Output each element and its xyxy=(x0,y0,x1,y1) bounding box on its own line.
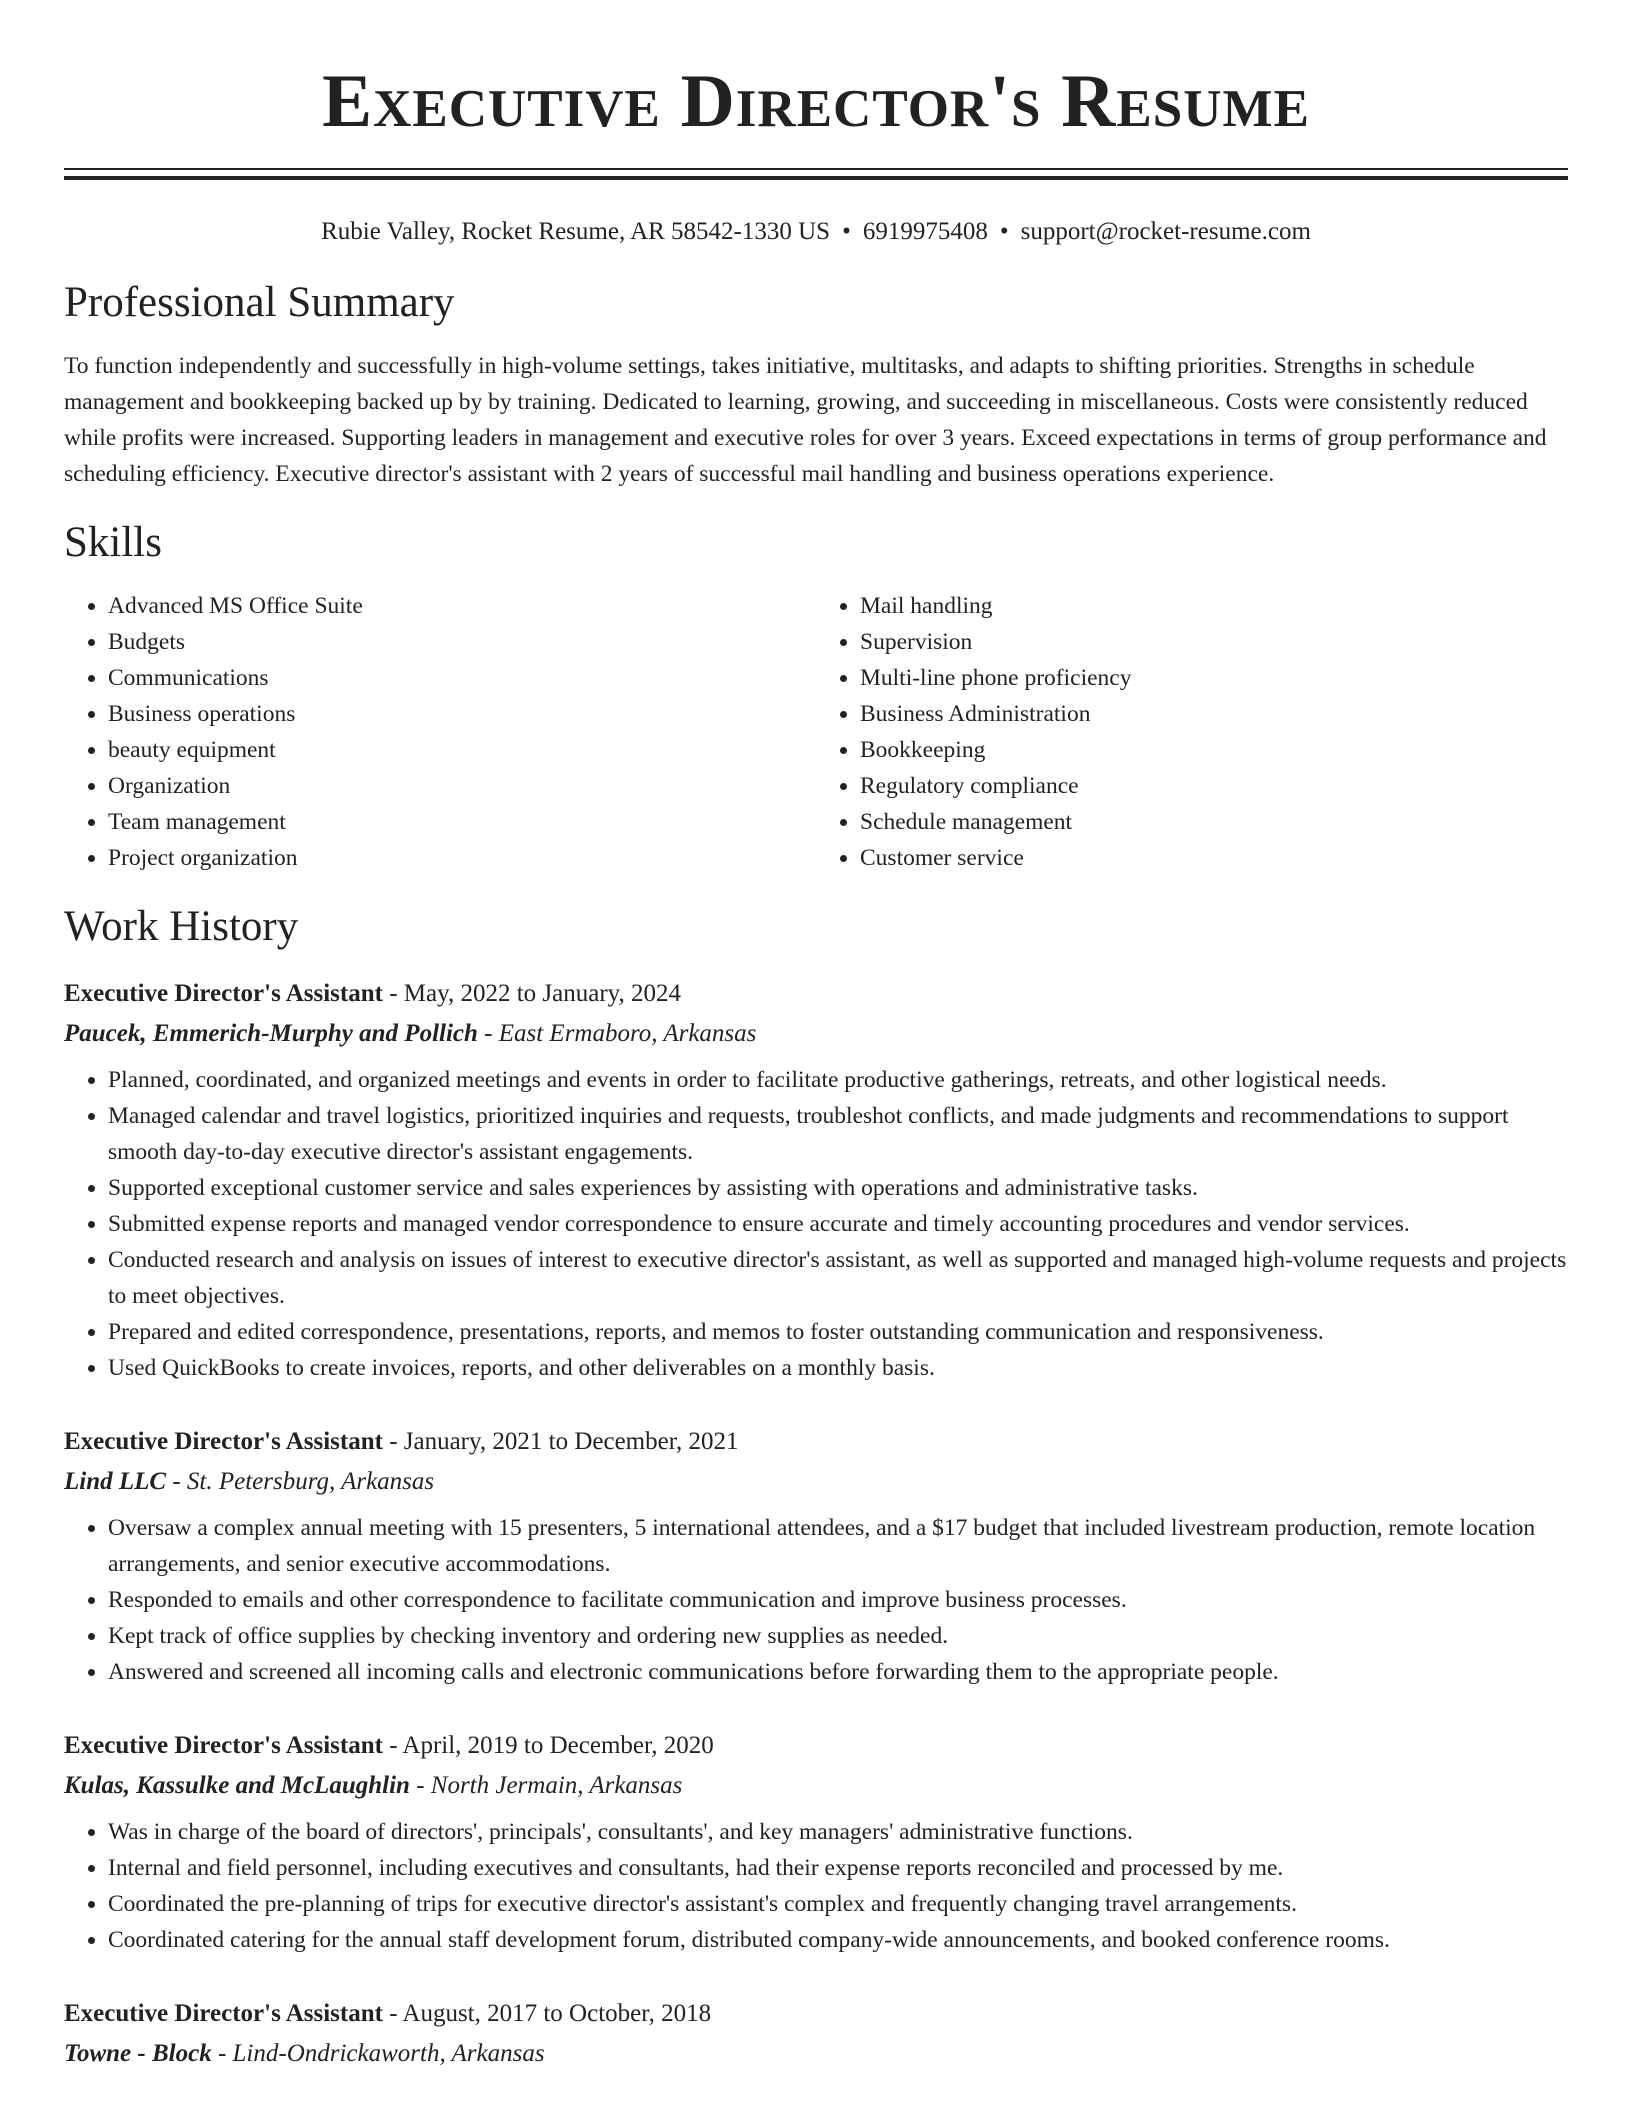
skill-item: • Business Administration xyxy=(860,696,1568,732)
skill-item: • Advanced MS Office Suite xyxy=(108,588,816,624)
job-bullets xyxy=(64,1814,1568,1958)
contact-separator: • xyxy=(842,218,851,245)
skills-column-right xyxy=(816,588,1568,876)
job-entry xyxy=(64,1994,1568,2074)
contact-address: Rubie Valley, Rocket Resume, AR 58542-1330 US xyxy=(321,218,831,245)
job-bullet: • Prepared and edited correspondence, presentations, reports, and memos to foster outstanding communication and responsiveness. xyxy=(108,1314,1568,1350)
job-bullet: • Coordinated catering for the annual staff development forum, distributed company-wide announcements, and booked conference rooms. xyxy=(108,1922,1568,1958)
skill-item: • Communications xyxy=(108,660,816,696)
job-bullet: • Supported exceptional customer service and sales experiences by assisting with operations and administrative tasks. xyxy=(108,1170,1568,1206)
skill-item: • Supervision xyxy=(860,624,1568,660)
contact-separator: • xyxy=(999,218,1009,245)
job-company-line xyxy=(64,2034,1568,2074)
job-title-line xyxy=(64,974,1568,1014)
job-company: Kulas, Kassulke and McLaughlin xyxy=(64,1772,410,1799)
job-title: Executive Director's Assistant xyxy=(64,1428,383,1455)
skill-item: • Team management xyxy=(108,804,816,840)
job-title: Executive Director's Assistant xyxy=(64,980,383,1007)
job-bullets xyxy=(64,1062,1568,1386)
skill-item: • Schedule management xyxy=(860,804,1568,840)
skill-item: • Project organization xyxy=(108,840,816,876)
job-dates: - May, 2022 to January, 2024 xyxy=(382,980,682,1007)
job-company: Lind LLC xyxy=(64,1468,167,1495)
work-history-heading: Work History xyxy=(64,903,299,950)
job-bullet: • Internal and field personnel, including executives and consultants, had their expense reports reconciled and processed by me. xyxy=(108,1850,1568,1886)
contact-phone: 6919975408 xyxy=(862,218,988,245)
job-title-line xyxy=(64,1726,1568,1766)
skill-item: • Mail handling xyxy=(860,588,1568,624)
job-entry xyxy=(64,1726,1568,1958)
job-bullet: • Kept track of office supplies by checking inventory and ordering new supplies as needed. xyxy=(108,1618,1568,1654)
job-bullet: • Responded to emails and other correspondence to facilitate communication and improve business processes. xyxy=(108,1582,1568,1618)
contact-email: support@rocket-resume.com xyxy=(1020,218,1311,245)
title-divider-thin xyxy=(64,168,1568,170)
job-bullet: • Answered and screened all incoming calls and electronic communications before forwarding them to the appropriate people. xyxy=(108,1654,1568,1690)
job-company: Towne - Block xyxy=(64,2040,212,2067)
job-bullets xyxy=(64,1510,1568,1690)
job-bullet: • Submitted expense reports and managed vendor correspondence to ensure accurate and timely accounting procedures and vendor services. xyxy=(108,1206,1568,1242)
job-company-line xyxy=(64,1462,1568,1502)
job-dates: - January, 2021 to December, 2021 xyxy=(382,1428,739,1455)
skill-item: • Business operations xyxy=(108,696,816,732)
skill-item: • Budgets xyxy=(108,624,816,660)
skill-item: • Bookkeeping xyxy=(860,732,1568,768)
job-company-line xyxy=(64,1766,1568,1806)
skills-heading: Skills xyxy=(64,519,162,566)
skills-list xyxy=(64,588,1568,876)
job-bullet: • Coordinated the pre-planning of trips for executive director's assistant's complex and frequently changing travel arrangements. xyxy=(108,1886,1568,1922)
contact-line xyxy=(64,216,1568,248)
job-location: - North Jermain, Arkansas xyxy=(409,1772,683,1799)
job-company-line xyxy=(64,1014,1568,1054)
job-entry xyxy=(64,974,1568,1386)
job-location: - St. Petersburg, Arkansas xyxy=(166,1468,435,1495)
job-bullet: • Was in charge of the board of directors', principals', consultants', and key managers' administrative functions. xyxy=(108,1814,1568,1850)
job-dates: - April, 2019 to December, 2020 xyxy=(382,1732,714,1759)
skills-column-left xyxy=(64,588,816,876)
skill-item: • Regulatory compliance xyxy=(860,768,1568,804)
summary-heading: Professional Summary xyxy=(64,279,455,326)
job-dates: - August, 2017 to October, 2018 xyxy=(382,2000,712,2027)
job-bullet: • Used QuickBooks to create invoices, reports, and other deliverables on a monthly basis. xyxy=(108,1350,1568,1386)
job-bullet: • Oversaw a complex annual meeting with 15 presenters, 5 international attendees, and a $17 budget that included livestream production, remote location arrangements, and senior executive accommodations. xyxy=(108,1510,1568,1582)
job-title-line xyxy=(64,1422,1568,1462)
job-bullet: • Managed calendar and travel logistics, prioritized inquiries and requests, troubleshot conflicts, and made judgments and recommendations to support smooth day-to-day executive director's assistant engagements. xyxy=(108,1098,1568,1170)
skill-item: • Customer service xyxy=(860,840,1568,876)
job-bullet: • Planned, coordinated, and organized meetings and events in order to facilitate productive gatherings, retreats, and other logistical needs. xyxy=(108,1062,1568,1098)
skill-item: • Multi-line phone proficiency xyxy=(860,660,1568,696)
job-location: - Lind-Ondrickaworth, Arkansas xyxy=(211,2040,545,2067)
skill-item: • beauty equipment xyxy=(108,732,816,768)
job-company: Paucek, Emmerich-Murphy and Pollich xyxy=(64,1020,478,1047)
job-bullet: • Conducted research and analysis on issues of interest to executive director's assistant, as well as supported and managed high-volume requests and projects to meet objectives. xyxy=(108,1242,1568,1314)
resume-title: Executive Director's Resume xyxy=(322,60,1310,143)
job-entry xyxy=(64,1422,1568,1690)
job-location: - East Ermaboro, Arkansas xyxy=(477,1020,757,1047)
job-title: Executive Director's Assistant xyxy=(64,2000,383,2027)
summary-text: To function independently and successfully in high-volume settings, takes initiative, multitasks, and adapts to shifting priorities. Strengths in schedule management and bookkeeping backed up by by training. Dedicated to learning, growing, and succeeding in miscellaneous. Costs were consistently reduced while profits were increased. Supporting leaders in management and executive roles for over 3 years. Exceed expectations in terms of group performance and scheduling efficiency. Executive director's assistant with 2 years of successful mail handling and business operations experience. xyxy=(64,353,1547,487)
title-divider-thick xyxy=(64,176,1568,180)
job-title-line xyxy=(64,1994,1568,2034)
skill-item: • Organization xyxy=(108,768,816,804)
job-title: Executive Director's Assistant xyxy=(64,1732,383,1759)
